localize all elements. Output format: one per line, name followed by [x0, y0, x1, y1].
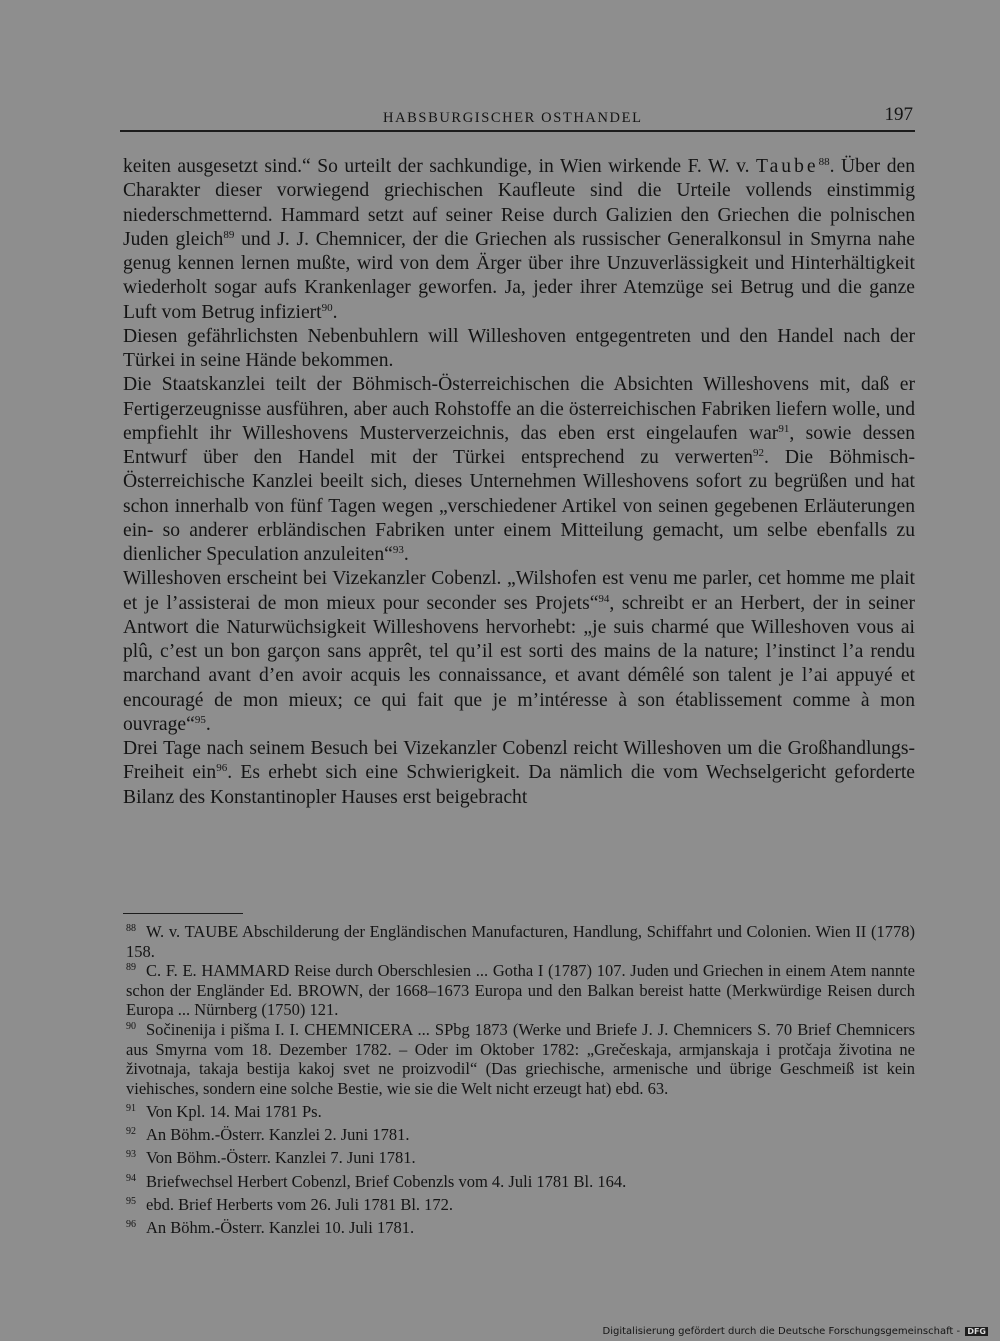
footnote-ref-96: 96 [216, 762, 228, 775]
footnote-text: Von Böhm.-Österr. Kanzlei 7. Juni 1781. [146, 1148, 416, 1168]
footnote-number: 88 [126, 923, 136, 934]
footnote-number: 96 [126, 1218, 136, 1230]
digitization-credit [603, 1326, 988, 1337]
footnote-text: Von Kpl. 14. Mai 1781 Ps. [146, 1101, 322, 1121]
page-header [120, 100, 915, 132]
paragraph-3 [123, 373, 915, 567]
footnote-ref-90: 90 [321, 301, 333, 314]
text-span: Willeshoven erscheint bei Vizekanzler Cobenzl. „Wilshofen est venu me parler, cet homme me plait et je l’assisterai de mon mieux pour seconder ses Projets“ [123, 568, 915, 614]
footnote-divider [123, 913, 243, 914]
text-span: . Die Böhmisch-Österreichische Kanzlei beeilt sich, dieses Unternehmen Willeshovens sofort zu begrüßen und hat schon innerhalb von fünf Tagen wegen „verschiedener Artikel von seinen gegebenen Erläuterungen ein- so anderer erbländischen Fabriken unter einem Mitteilung gemacht, um selbe ebenfalls zu dienlicher Speculation anzuleiten“ [123, 447, 915, 565]
footnote-number: 94 [126, 1172, 136, 1184]
footnote-text: Briefwechsel Herbert Cobenzl, Brief Cobenzls vom 4. Juli 1781 Bl. 164. [146, 1171, 627, 1191]
author-name-spaced: Taube [756, 156, 819, 177]
footnote-ref-89: 89 [223, 228, 235, 241]
footnote-91 [126, 1102, 915, 1122]
footnote-88 [126, 922, 915, 961]
footnote-number: 90 [126, 1020, 136, 1032]
footnote-number: 95 [126, 1195, 136, 1207]
footnote-94 [126, 1172, 915, 1192]
credit-text: Digitalisierung gefördert durch die Deutsche Forschungsgemeinschaft [602, 1326, 954, 1337]
footnote-ref-91: 91 [778, 422, 790, 435]
credit-separator: - [953, 1326, 964, 1337]
text-span: . [205, 713, 211, 735]
footnote-ref-95: 95 [194, 713, 206, 726]
footnote-92 [126, 1125, 915, 1145]
text-span: . [403, 544, 409, 565]
footnote-text: An Böhm.-Österr. Kanzlei 2. Juni 1781. [146, 1125, 410, 1145]
paragraph-2: Diesen gefährlichsten Nebenbuhlern will Willeshoven entgegentreten und den Handel nach der Türkei in seine Hände bekommen. [123, 325, 915, 371]
footnote-number: 92 [126, 1126, 136, 1138]
footnote-93 [126, 1148, 915, 1168]
text-span: . [332, 301, 338, 323]
paragraph-4 [123, 567, 915, 737]
footnote-text: ebd. Brief Herberts vom 26. Juli 1781 Bl. 172. [146, 1194, 454, 1214]
dfg-logo: DFG [967, 1327, 986, 1336]
footnote-number: 89 [126, 962, 136, 974]
main-text [123, 155, 915, 810]
footnote-text: W. v. TAUBE Abschilderung der Engländischen Manufacturen, Handlung, Schiffahrt und Colonien. Wien II (1778) 158. [126, 922, 915, 961]
footnote-text: C. F. E. HAMMARD Reise durch Oberschlesien ... Gotha I (1787) 107. Juden und Griechen in einem Atem nannte schon der Engländer Ed. BROWN, der 1668–1673 Europa und den Balkan bereist hatte (Merkwürdige Reisen durch Europa ... Nürnberg (1750) 121. [126, 961, 915, 1020]
footnote-text: An Böhm.-Österr. Kanzlei 10. Juli 1781. [146, 1217, 415, 1237]
footnote-number: 93 [126, 1149, 136, 1161]
footnote-ref-88: 88 [818, 156, 830, 168]
paragraph-1 [123, 155, 915, 325]
page-number: 197 [884, 104, 913, 125]
text-span: , schreibt er an Herbert, der in seiner Antwort die Naturwüchsigkeit Willeshovens hervorhebt: „je suis charmé que Willeshoven vous ai plû, c’est un bon garçon sans apprêt, tel qu’il est sorti des mains de la nature; l’instinct l’a rendu marchand avant d’en avoir acquis les connaissance, et avant démêlé son talent je l’ai appuyé et encouragé de mon mieux; ce qui fait que je m’intéresse à son établissement comme à mon ouvrage“ [123, 592, 916, 735]
text-span: , sowie dessen Entwurf über den Handel mit der Türkei entsprechend zu verwerten [123, 422, 915, 468]
footnote-text: Sočinenija i pišma I. I. CHEMNICERA ... SPbg 1873 (Werke und Briefe J. J. Chemnicers S. 70 Brief Chemnicers aus Smyrna vom 18. Dezember 1782. – Oder im Oktober 1782: „Grečeskaja, armjanskaja i protčaja životina ne životnaja, takaja bestija kakoj svet ne proizvodil“ (Das griechische, armenische und übrige Geschmeiß ist kein viehisches, sondern eine solche Bestie, wie sie die Welt nicht erzeugt hat) ebd. 63. [126, 1019, 915, 1098]
text-span: Drei Tage nach seinem Besuch bei Vizekanzler Cobenzl reicht Willeshoven um die Großhandlungs-Freiheit ein [123, 738, 915, 784]
footnote-ref-92: 92 [753, 447, 765, 459]
footnote-95 [126, 1195, 915, 1215]
footnote-ref-94: 94 [598, 592, 610, 605]
running-title: HABSBURGISCHER OSTHANDEL [383, 110, 643, 126]
text-span: . Über den Charakter dieser vorwiegend griechischen Kaufleute sind die Urteile vollends einstimmig niederschmetternd. Hammard setzt auf seiner Reise durch Galizien den Griechen die polnischen Juden gleich [123, 156, 915, 250]
text-span: . Es erhebt sich eine Schwierigkeit. Da nämlich die vom Wechselgericht geforderte Bilanz des Konstantinopler Hauses erst beigebracht [123, 762, 915, 808]
text-span: und J. J. Chemnicer, der die Griechen als russischer Generalkonsul in Smyrna nahe genug kennen lernen mußte, wird von dem Ärger über ihre Unzuverlässigkeit und Hinterhältigkeit wiederholt sogar aufs Krankenlager geworfen. Ja, jeder ihrer Atemzüge sei Betrug und die ganze Luft vom Betrug infiziert [123, 228, 915, 323]
text-span: Die Staatskanzlei teilt der Böhmisch-Österreichischen die Absichten Willeshovens mit, daß er Fertigerzeugnisse ausführen, aber auch Rohstoffe an die österreichischen Fabriken liefern wolle, und empfiehlt ihr Willeshovens Musterverzeichnis, das eben erst eingelaufen war [123, 374, 915, 444]
footnotes [126, 922, 915, 1237]
footnote-90 [126, 1020, 915, 1098]
paragraph-5 [123, 737, 915, 810]
footnote-ref-93: 93 [392, 544, 404, 556]
text-span: keiten ausgesetzt sind.“ So urteilt der sachkundige, in Wien wirkende F. W. v. [123, 156, 757, 177]
footnote-number: 91 [126, 1102, 136, 1114]
footnote-89 [126, 961, 915, 1020]
footnote-96 [126, 1218, 915, 1238]
